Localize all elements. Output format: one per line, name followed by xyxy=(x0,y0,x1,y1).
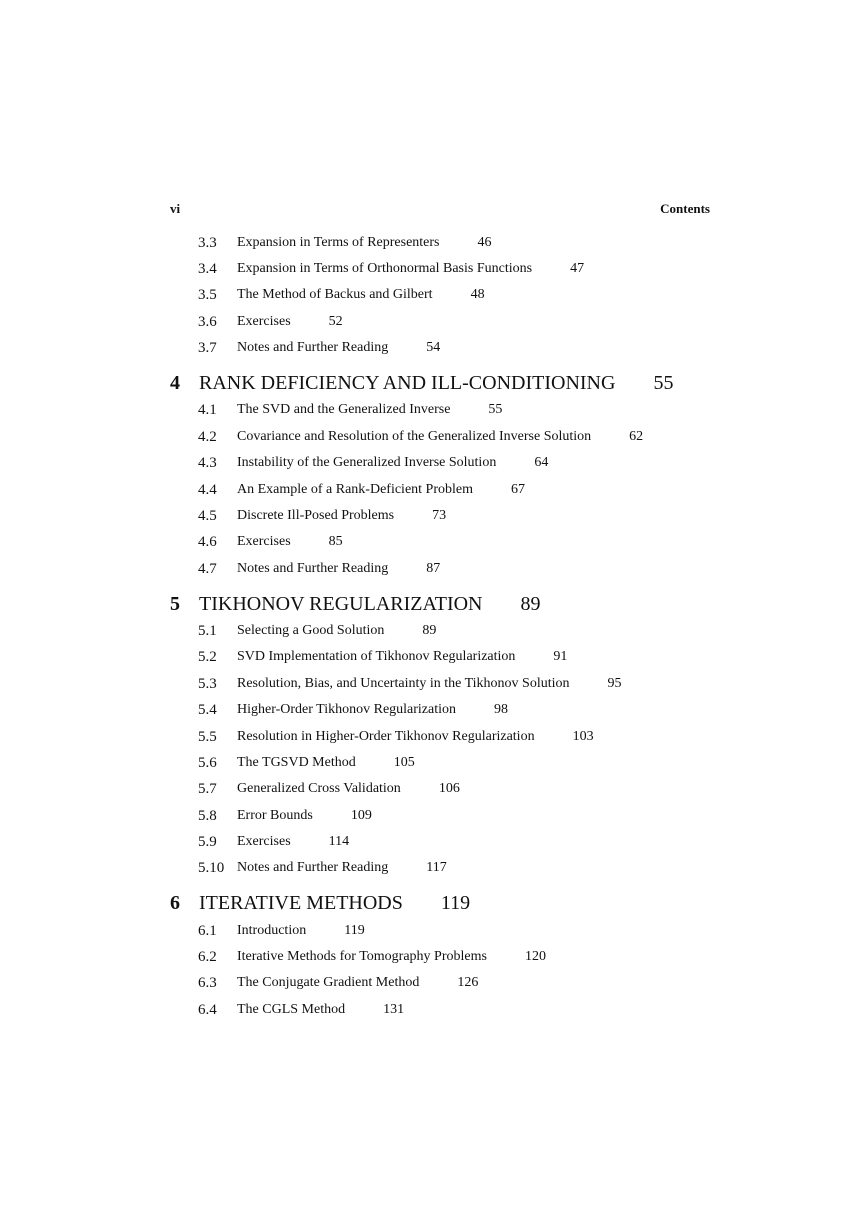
section-title xyxy=(237,921,365,941)
section-number: 3.6 xyxy=(198,314,217,330)
section-title xyxy=(237,338,440,358)
section-title xyxy=(237,506,446,526)
entry-title-text: Notes and Further Reading xyxy=(237,860,389,875)
section-number: 5.3 xyxy=(198,676,217,692)
page-reference: 89 xyxy=(520,593,541,615)
page-reference: 64 xyxy=(534,455,549,470)
section-number: 5.7 xyxy=(198,781,217,797)
entry-title-text: ITERATIVE METHODS xyxy=(199,892,403,914)
entry-title-text: Resolution in Higher-Order Tikhonov Regularization xyxy=(237,729,535,744)
page-reference: 73 xyxy=(432,508,447,523)
section-title xyxy=(237,621,436,641)
page-reference: 67 xyxy=(510,482,525,497)
section-number: 3.5 xyxy=(198,287,217,303)
section-number: 4.1 xyxy=(198,402,217,418)
page-reference: 126 xyxy=(457,975,479,990)
running-title: Contents xyxy=(660,201,710,216)
section-title xyxy=(237,427,643,447)
section-title xyxy=(237,259,584,279)
entry-title-text: Introduction xyxy=(237,923,307,938)
entry-title-text: Notes and Further Reading xyxy=(237,561,389,576)
page-reference: 54 xyxy=(426,340,441,355)
chapter-number: 6 xyxy=(170,892,180,914)
section-number: 5.1 xyxy=(198,623,217,639)
page-reference: 120 xyxy=(524,949,546,964)
section-title xyxy=(237,753,415,773)
page-reference: 119 xyxy=(344,923,365,938)
entry-title-text: Resolution, Bias, and Uncertainty in the Tikhonov Solution xyxy=(237,676,570,691)
entry-title-text: Expansion in Terms of Orthonormal Basis Functions xyxy=(237,261,533,276)
section-title xyxy=(237,559,440,579)
entry-title-text: The TGSVD Method xyxy=(237,755,356,770)
section-title xyxy=(237,480,525,500)
page-reference: 47 xyxy=(570,261,585,276)
page-reference: 98 xyxy=(494,702,509,717)
entry-title-text: Iterative Methods for Tomography Problems xyxy=(237,949,487,964)
section-title xyxy=(237,532,343,552)
entry-title-text: The Conjugate Gradient Method xyxy=(237,975,420,990)
page-reference: 106 xyxy=(438,781,460,796)
section-number: 5.4 xyxy=(198,702,217,718)
section-title xyxy=(237,779,460,799)
page-reference: 91 xyxy=(553,649,568,664)
running-head xyxy=(170,201,710,217)
chapter-number: 5 xyxy=(170,593,180,615)
entry-title-text: TIKHONOV REGULARIZATION xyxy=(199,593,483,615)
section-number: 6.1 xyxy=(198,923,217,939)
section-title xyxy=(237,700,508,720)
entry-title-text: The Method of Backus and Gilbert xyxy=(237,287,433,302)
section-number: 5.9 xyxy=(198,834,217,850)
section-title xyxy=(237,453,548,473)
section-number: 4.2 xyxy=(198,429,217,445)
section-title xyxy=(237,233,492,253)
section-title xyxy=(237,806,372,826)
section-title xyxy=(237,727,594,747)
page-reference: 114 xyxy=(328,834,350,849)
entry-title-text: Exercises xyxy=(237,314,291,329)
entry-title-text: Exercises xyxy=(237,534,291,549)
page-reference: 103 xyxy=(572,729,594,744)
page-reference: 55 xyxy=(653,372,674,394)
page-reference: 105 xyxy=(393,755,415,770)
section-number: 3.3 xyxy=(198,235,217,251)
section-number: 3.4 xyxy=(198,261,217,277)
section-number: 5.2 xyxy=(198,649,217,665)
section-title xyxy=(237,647,567,667)
page-reference: 46 xyxy=(477,235,492,250)
section-number: 3.7 xyxy=(198,340,217,356)
section-number: 6.4 xyxy=(198,1002,217,1018)
section-title xyxy=(237,947,546,967)
section-number: 5.6 xyxy=(198,755,217,771)
section-title xyxy=(237,832,349,852)
section-number: 4.5 xyxy=(198,508,217,524)
entry-title-text: The SVD and the Generalized Inverse xyxy=(237,402,451,417)
page-reference: 131 xyxy=(383,1002,405,1017)
page-reference: 95 xyxy=(607,676,622,691)
section-title xyxy=(237,1000,404,1020)
entry-title-text: RANK DEFICIENCY AND ILL-CONDITIONING xyxy=(199,372,616,394)
page-reference: 117 xyxy=(426,860,447,875)
page-reference: 119 xyxy=(440,892,471,914)
chapter-title xyxy=(199,591,541,617)
entry-title-text: Discrete Ill-Posed Problems xyxy=(237,508,395,523)
entry-title-text: SVD Implementation of Tikhonov Regularization xyxy=(237,649,516,664)
entry-title-text: Higher-Order Tikhonov Regularization xyxy=(237,702,457,717)
entry-title-text: Covariance and Resolution of the Generalized Inverse Solution xyxy=(237,429,592,444)
page-reference: 48 xyxy=(470,287,485,302)
page-reference: 52 xyxy=(328,314,343,329)
entry-title-text: Error Bounds xyxy=(237,808,313,823)
section-number: 4.4 xyxy=(198,482,217,498)
entry-title-text: Generalized Cross Validation xyxy=(237,781,401,796)
page-number: vi xyxy=(170,201,181,216)
chapter-title xyxy=(199,370,673,396)
section-number: 5.10 xyxy=(198,860,225,876)
entry-title-text: Notes and Further Reading xyxy=(237,340,389,355)
page-reference: 62 xyxy=(629,429,644,444)
section-title xyxy=(237,312,343,332)
section-number: 5.8 xyxy=(198,808,217,824)
page-reference: 55 xyxy=(488,402,503,417)
entry-title-text: The CGLS Method xyxy=(237,1002,346,1017)
page-reference: 109 xyxy=(350,808,372,823)
section-title xyxy=(237,858,447,878)
entry-title-text: Instability of the Generalized Inverse Solution xyxy=(237,455,497,470)
entry-title-text: Selecting a Good Solution xyxy=(237,623,385,638)
section-number: 4.6 xyxy=(198,534,217,550)
section-number: 4.3 xyxy=(198,455,217,471)
entry-title-text: Exercises xyxy=(237,834,291,849)
entry-title-text: An Example of a Rank-Deficient Problem xyxy=(237,482,473,497)
section-title xyxy=(237,285,485,305)
section-number: 6.3 xyxy=(198,975,217,991)
section-number: 6.2 xyxy=(198,949,217,965)
section-title xyxy=(237,400,502,420)
page-reference: 85 xyxy=(328,534,343,549)
section-title xyxy=(237,973,478,993)
chapter-number: 4 xyxy=(170,372,180,394)
page-reference: 87 xyxy=(426,561,441,576)
section-number: 5.5 xyxy=(198,729,217,745)
section-number: 4.7 xyxy=(198,561,217,577)
chapter-title xyxy=(199,890,470,916)
entry-title-text: Expansion in Terms of Representers xyxy=(237,235,440,250)
page-reference: 89 xyxy=(422,623,437,638)
section-title xyxy=(237,674,622,694)
